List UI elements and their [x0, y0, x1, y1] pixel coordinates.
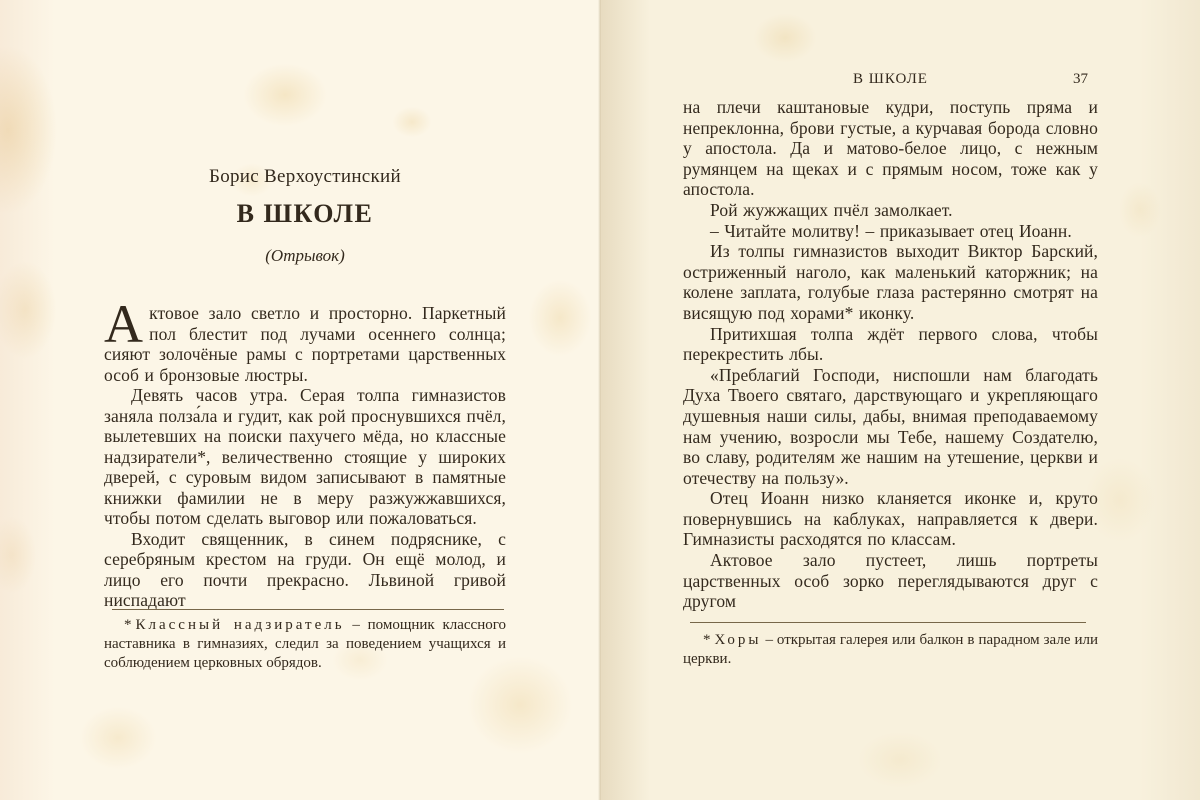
footnote-text [683, 631, 1098, 669]
footnote-text [104, 616, 506, 673]
drop-cap: А [104, 294, 144, 354]
page-number: 37 [1073, 71, 1088, 87]
page-gutter [598, 0, 601, 800]
right-body-text [683, 97, 1098, 612]
paragraph: «Преблагий Господи, ниспошли нам благодать Духа Твоего святаго, дарствующаго и укрепляющаго душевныя наши силы, дабы, внимая преподаваемому нам учению, возросли мы Тебе, нашему Создателю, во славу, родителям же нашим на утешение, церкви и отечеству на пользу». [683, 364, 1098, 488]
paragraph-text: ктовое зало светло и просторно. Паркетный пол блестит под лучами осеннего солнца; сияют золочёные рамы с портретами царственных особ и бронзовые люстры. [104, 303, 506, 385]
footnote-marker: * [124, 617, 132, 633]
footnote-term: Хоры [714, 632, 762, 648]
running-title: В ШКОЛЕ [853, 71, 928, 87]
paragraph: Притихшая толпа ждёт первого слова, чтобы перекрестить лбы. [683, 323, 1098, 365]
story-subtitle: (Отрывок) [265, 246, 345, 265]
paragraph: – Читайте молитву! – приказывает отец Иоанн. [710, 220, 1072, 241]
author-name: Борис Верхоустинский [209, 166, 401, 187]
story-title: В ШКОЛЕ [236, 199, 374, 228]
paragraph: Актовое зало пустеет, лишь портреты царственных особ зорко переглядываются друг с другом [683, 550, 1098, 612]
paragraph: Девять часов утра. Серая толпа гимназистов заняла полза́ла и гудит, как рой проснувшихся пчёл, вылетевших на поиски пахучего мёда, но классные надзиратели*, величественно стоящие у широких дверей, с суровым видом записывают в памятные книжки фамилии не в меру разжужжавшихся, чтобы потом сделать выговор или пожаловаться. [104, 385, 506, 528]
left-body-text [104, 294, 506, 611]
paragraph: Рой жужжащих пчёл замолкает. [710, 199, 953, 220]
footnote-rule [112, 609, 504, 610]
right-footnote [683, 631, 1098, 669]
footnote-definition: – помощник классного наставника в гимназиях, следил за поведением учащихся и соблюдением церковных обрядов. [104, 617, 507, 671]
paragraph: Входит священник, в синем подряснике, с серебряным крестом на груди. Он ещё молод, и лицо его почти прекрасно. Львиной гривой ниспадают [104, 528, 506, 610]
running-head [683, 71, 1098, 88]
paragraph: Отец Иоанн низко кланяется иконке и, круто повернувшись на каблуках, направляется к двери. Гимназисты расходятся по классам. [683, 488, 1098, 550]
paragraph: Из толпы гимназистов выходит Виктор Барский, остриженный наголо, как маленький каторжник; на колене заплата, голубые глаза растерянно смотрят на висящую под хорами* иконку. [683, 241, 1098, 323]
footnote-marker: * [703, 632, 711, 648]
paragraph: на плечи каштановые кудри, поступь пряма и непреклонна, брови густые, а курчавая борода словно у апостола. Да и матово-белое лицо, с нежным румянцем на щеках и с прямым носом, тоже как у апостола. [683, 97, 1098, 200]
footnote-term: Классный надзиратель [135, 617, 345, 633]
footnote-rule [690, 622, 1086, 623]
footnote-definition: – открытая галерея или балкон в парадном зале или церкви. [683, 632, 1098, 667]
paragraph-dropcap [104, 294, 506, 385]
left-footnote [104, 616, 506, 673]
